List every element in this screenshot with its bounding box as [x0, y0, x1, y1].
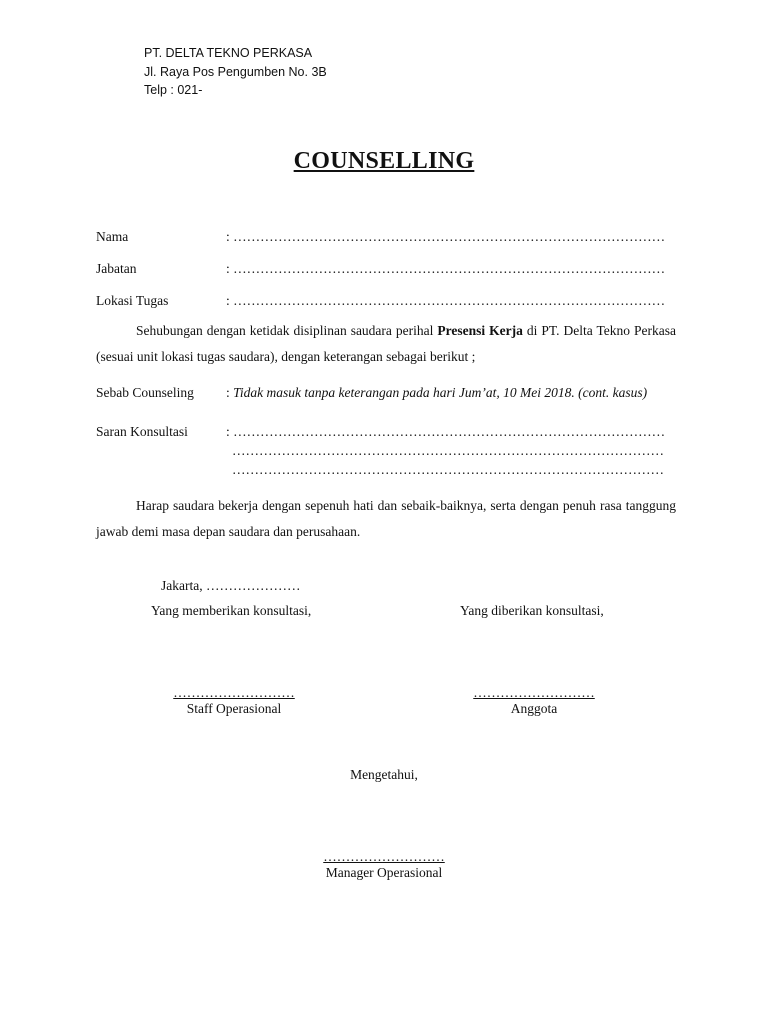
place-date: Jakarta, ………………… — [161, 578, 301, 593]
receiver-signature-line: ……………………… — [473, 685, 595, 700]
company-name: PT. DELTA TEKNO PERKASA — [144, 46, 313, 60]
saran-label: Saran Konsultasi — [96, 424, 188, 439]
manager-role: Manager Operasional — [325, 865, 443, 880]
sebab-label: Sebab Counseling — [96, 385, 194, 400]
saran-line-2: …………………………………………………………………………………… — [232, 443, 664, 458]
receiver-label: Yang diberikan konsultasi, — [460, 603, 604, 618]
lokasi-label: Lokasi Tugas — [96, 293, 169, 308]
intro-paragraph — [96, 318, 676, 370]
document-title: COUNSELLING — [293, 148, 475, 174]
receiver-role: Anggota — [510, 701, 558, 716]
intro-bold-subject: Presensi Kerja — [437, 323, 523, 338]
giver-role: Staff Operasional — [186, 701, 282, 716]
company-phone: Telp : 021- — [144, 83, 203, 97]
saran-line-3: …………………………………………………………………………………… — [232, 462, 664, 477]
jabatan-label: Jabatan — [96, 261, 137, 276]
saran-line-1: : …………………………………………………………………………………… — [226, 424, 666, 439]
giver-signature-line: ……………………… — [173, 685, 295, 700]
sebab-value: Tidak masuk tanpa keterangan pada hari Jum’at, 10 Mei 2018. (cont. kasus) — [233, 385, 648, 400]
sebab-colon: : — [226, 385, 234, 400]
nama-value: : …………………………………………………………………………………… — [226, 229, 666, 244]
lokasi-value: : …………………………………………………………………………………… — [226, 293, 666, 308]
sebab-value-row — [226, 385, 647, 401]
acknowledge-label: Mengetahui, — [350, 767, 418, 782]
closing-paragraph: Harap saudara bekerja dengan sepenuh hati dan sebaik-baiknya, serta dengan penuh rasa tanggung jawab demi masa depan saudara dan perusahaan. — [96, 498, 676, 539]
manager-signature-line: ……………………… — [323, 849, 445, 864]
intro-text-after: di PT. Delta Tekno Perkasa (sesuai unit lokasi tugas saudara), dengan keterangan sebagai berikut ; — [96, 323, 676, 364]
giver-label: Yang memberikan konsultasi, — [151, 603, 312, 618]
jabatan-value: : …………………………………………………………………………………… — [226, 261, 666, 276]
company-address: Jl. Raya Pos Pengumben No. 3B — [144, 65, 327, 79]
nama-label: Nama — [96, 229, 129, 244]
intro-text-before: Sehubungan dengan ketidak disiplinan saudara perihal — [136, 323, 438, 338]
